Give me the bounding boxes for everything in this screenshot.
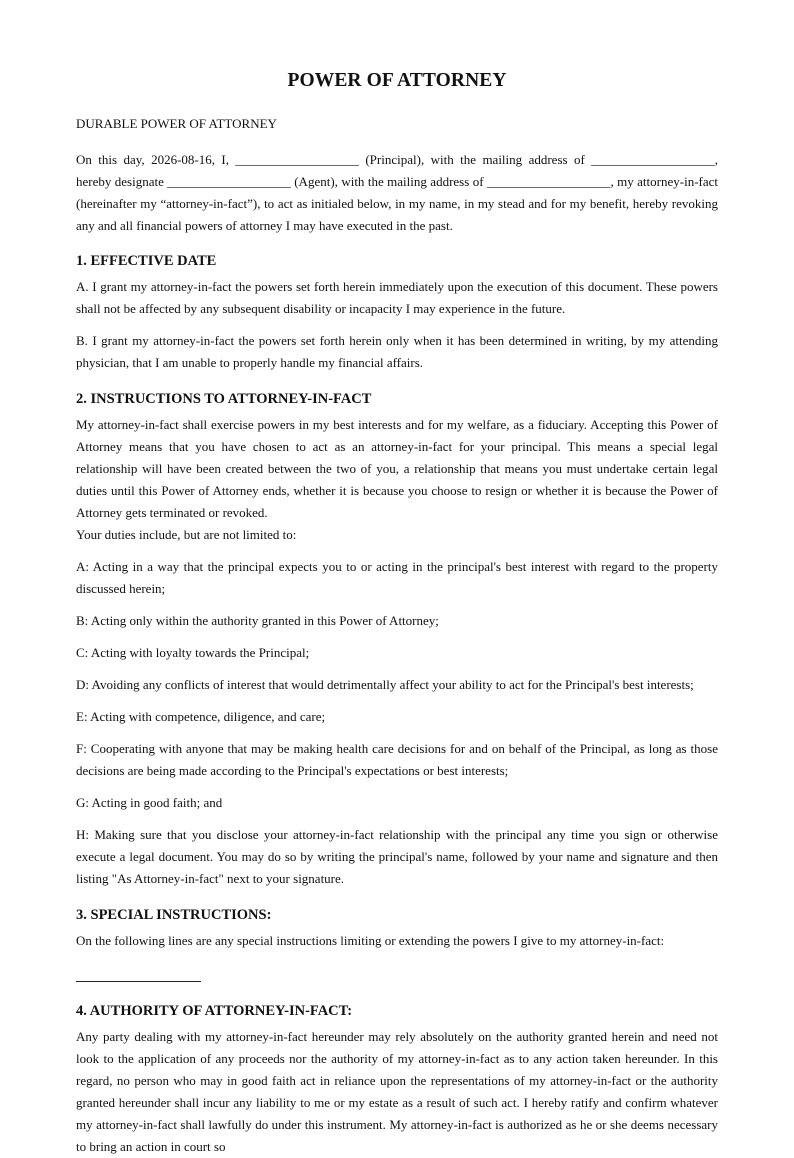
duty-item: D: Avoiding any conflicts of interest that would detrimentally affect your ability to act for the Principal's best interests; [76,677,694,692]
section-heading-special-instructions: 3. SPECIAL INSTRUCTIONS: [76,907,272,923]
authority-body: Any party dealing with my attorney-in-fact hereunder may rely absolutely on the authority granted herein and need not look to the application of any proceeds nor the authority of my attorney-in-fact as to any action taken hereunder. In this regard, no person who may in good faith act in reliance upon the representations of my attorney-in-fact or the authority granted hereunder shall incur any liability to me or my estate as a result of such act. I hereby ratify and confirm whatever my attorney-in-fact shall lawfully do under this instrument. My attorney-in-fact is authorized as he or she deems necessary to bring an action in court so [76,1029,718,1154]
intro-paragraph: On this day, 2026-08-16, I, ___________________ (Principal), with the mailing address of ___________________, hereby designate ___________________ (Agent), with the mailing address of ___________________, my attorney-in-fact (hereinafter my “attorney-in-fact”), to act as initialed below, in my name, in my stead and for my benefit, hereby revoking any and all financial powers of attorney I may have executed in the past. [76,152,718,233]
duty-item: E: Acting with competence, diligence, and care; [76,709,326,724]
effective-date-option-a: A. I grant my attorney-in-fact the powers set forth herein immediately upon the execution of this document. These powers shall not be affected by any subsequent disability or incapacity I may experience in the future. [76,279,718,316]
effective-date-option-b: B. I grant my attorney-in-fact the powers set forth herein only when it has been determined in writing, by my attending physician, that I am unable to properly handle my financial affairs. [76,333,718,370]
section-heading-authority: 4. AUTHORITY OF ATTORNEY-IN-FACT: [76,1003,353,1019]
duty-item: H: Making sure that you disclose your attorney-in-fact relationship with the principal any time you sign or otherwise execute a legal document. You may do so by writing the principal's name, followed by your name and signature and then listing "As Attorney-in-fact" next to your signature. [76,827,718,886]
duty-item: A: Acting in a way that the principal expects you to or acting in the principal's best interest with regard to the property discussed herein; [76,559,718,596]
section-heading-effective-date: 1. EFFECTIVE DATE [76,253,217,269]
document-subtitle: DURABLE POWER OF ATTORNEY [76,116,277,131]
duty-item: F: Cooperating with anyone that may be making health care decisions for and on behalf of the Principal, as long as those decisions are being made according to the Principal's expectations or best interests; [76,741,718,778]
document-title: POWER OF ATTORNEY [287,70,507,91]
section-heading-instructions: 2. INSTRUCTIONS TO ATTORNEY-IN-FACT [76,391,372,407]
special-instructions-blank-line[interactable] [76,959,201,982]
duty-item: G: Acting in good faith; and [76,795,223,810]
duty-item: C: Acting with loyalty towards the Principal; [76,645,310,660]
special-instructions-body: On the following lines are any special instructions limiting or extending the powers I give to my attorney-in-fact: [76,933,665,948]
instructions-body: My attorney-in-fact shall exercise powers in my best interests and for my welfare, as a fiduciary. Accepting this Power of Attorney means that you have chosen to act as an attorney-in-fact for your principal. This means a special legal relationship will have been created between the two of you, a relationship that means you must undertake certain legal duties until this Power of Attorney ends, whether it is because you choose to resign or whether it is because the Power of Attorney gets terminated or revoked. [76,417,718,520]
duties-intro: Your duties include, but are not limited to: [76,527,297,542]
duty-item: B: Acting only within the authority granted in this Power of Attorney; [76,613,439,628]
